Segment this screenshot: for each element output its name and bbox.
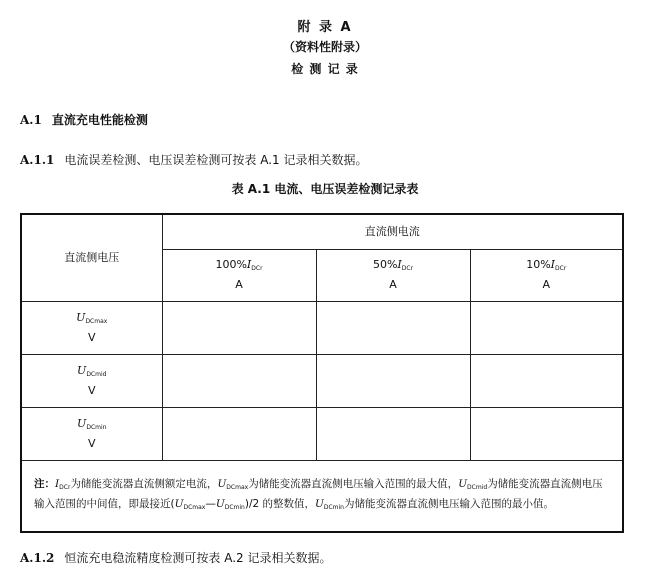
data-cell[interactable] — [470, 407, 623, 460]
unit-label: V — [87, 383, 96, 397]
row-label-udcmin: $U_{DCmin}$ V — [21, 407, 162, 460]
column-group-header: 直流侧电流 — [162, 214, 623, 249]
table-row — [21, 407, 623, 460]
data-cell[interactable] — [316, 354, 470, 407]
unit-label: A — [542, 278, 551, 291]
data-cell[interactable] — [470, 354, 623, 407]
appendix-heading: 检 测 记 录 — [291, 62, 359, 76]
table-note-row — [21, 460, 623, 532]
section-number: A.1.2 — [20, 551, 55, 565]
appendix-subtitle: （资料性附录） — [282, 40, 367, 54]
table-row — [21, 354, 623, 407]
table-note: 注：$I_{DCr}$为储能变流器直流侧额定电流，$U_{DCmax}$为储能变流器直流侧电压输入范围的最大值，$U_{DCmid}$为储能变流器直流侧电压输入范围的中间值，即最接近$(U_{DCmax}—U_{DCmin})/2$ 的整数值，$U_{DCmin}$为储能变流器直流侧电压输入范围的最小值。 — [21, 460, 623, 532]
data-cell[interactable] — [316, 407, 470, 460]
data-cell[interactable] — [162, 407, 316, 460]
section-a12 — [20, 549, 331, 566]
table-row — [21, 301, 623, 354]
unit-label: V — [87, 436, 96, 450]
column-header-10: $10\%I_{DCr}$ A — [470, 249, 623, 301]
section-number: A.1 — [20, 113, 42, 127]
table-caption: 表 A.1 电流、电压误差检测记录表 — [231, 182, 419, 196]
unit-label: A — [389, 278, 397, 291]
section-a11 — [20, 151, 367, 168]
section-a1 — [20, 111, 148, 128]
table-header-row — [21, 214, 623, 249]
section-number: A.1.1 — [20, 153, 55, 167]
data-cell[interactable] — [470, 301, 623, 354]
column-header-50: $50\%I_{DCr}$ A — [316, 249, 470, 301]
data-cell[interactable] — [162, 354, 316, 407]
unit-label: A — [235, 278, 243, 291]
unit-label: V — [87, 330, 96, 344]
section-text: 电流误差检测、电压误差检测可按表 A.1 记录相关数据。 — [64, 153, 368, 167]
data-cell[interactable] — [316, 301, 470, 354]
data-cell[interactable] — [162, 301, 316, 354]
row-label-udcmid: $U_{DCmid}$ V — [21, 354, 162, 407]
section-text: 恒流充电稳流精度检测可按表 A.2 记录相关数据。 — [64, 551, 332, 565]
column-header-100: $100\%I_{DCr}$ A — [162, 249, 316, 301]
record-table — [20, 213, 624, 533]
row-label-udcmax: $U_{DCmax}$ V — [21, 301, 162, 354]
section-title: 直流充电性能检测 — [51, 113, 148, 127]
appendix-title: 附 录 A — [297, 20, 353, 35]
row-header-cell: 直流侧电压 — [21, 214, 162, 301]
